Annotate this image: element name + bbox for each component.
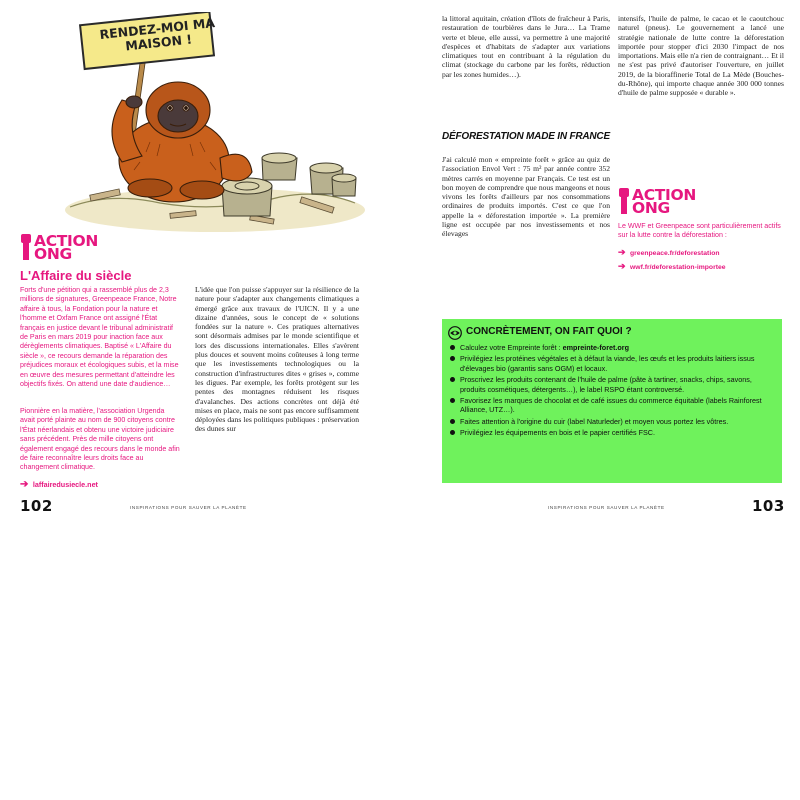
bullet-icon — [450, 430, 455, 435]
orangutan-drawing — [50, 12, 365, 234]
eye-icon — [448, 326, 462, 340]
bullet-icon — [450, 345, 455, 350]
section-heading: L'Affaire du siècle — [20, 268, 132, 283]
list-item: Faites attention à l'origine du cuir (label Naturleder) et moyen vous portez les vôtres. — [450, 417, 772, 426]
action-ong-badge-right — [618, 186, 708, 218]
running-head-right: INSPIRATIONS POUR SAUVER LA PLANÈTE — [548, 505, 665, 510]
list-item: Privilégiez les protéines végétales et à défaut la viande, les œufs et les produits laitiers issus d'élevages bio (garantis sans OGM) et locaux. — [450, 354, 772, 373]
box-title: CONCRÈTEMENT, ON FAIT QUOI ? — [466, 326, 632, 337]
affaire-link-text: laffairedusiecle.net — [32, 480, 98, 489]
arrow-right-icon: ➔ — [618, 261, 626, 271]
concretement-box — [442, 319, 782, 483]
page-number-left: 102 — [20, 497, 53, 515]
arrow-right-icon: ➔ — [618, 247, 626, 257]
list-item: Privilégiez les équipements en bois et le papier certifiés FSC. — [450, 428, 772, 437]
list-item: Calculez votre Empreinte forêt : empreinte-foret.org — [450, 343, 772, 352]
running-head-left: INSPIRATIONS POUR SAUVER LA PLANÈTE — [130, 505, 247, 510]
left-body-text: L'idée que l'on puisse s'appuyer sur la résilience de la nature pour s'adapter aux changements climatiques a émergé grâce aux travaux de l'UICN. Il y a une dizaine d'années, sous le concept de « solutions fondées sur la nature ». Ces pratiques alternatives sont désormais admises par le monde scientifique et lors des discussions internationales. Elles s'avèrent plus douces et souvent moins coûteuses à long terme que les investissements technologiques ou la construction d'infrastructures dites « grises », comme les digues. Par exemple, les forêts protègent sur les pentes des montagnes réduisent les risques d'avalanches. Des actions concrètes ont déjà été mises en place, mais ne sont pas encore suffisamment déployées dans les politiques publiques : préservation des dunes sur — [195, 285, 359, 434]
bullet-icon — [450, 419, 455, 424]
bullet-icon — [450, 356, 455, 361]
greenpeace-link-text: greenpeace.fr/deforestation — [630, 250, 720, 257]
right-col1-bottom: J'ai calculé mon « empreinte forêt » grâce au quiz de l'association Envol Vert : 75 m² par année contre 352 mètres carrés en moyenne par Français. Ce test est un bon moyen de comprendre que nous mangeons et nous vivons les forêts d'ailleurs par nos consommations ordinaires de produits importés. C'est ce que l'on appelle la « déforestation importée ». La première ligne est occupée par nos investissements et nos élevages — [442, 155, 610, 239]
ong-description: Le WWF et Greenpeace sont particulièrement actifs sur la lutte contre la déforestation : — [618, 222, 781, 240]
action-list — [450, 343, 772, 440]
bullet-icon — [450, 398, 455, 403]
deforestation-subheading: DÉFORESTATION MADE IN FRANCE — [442, 131, 610, 142]
raised-fist-icon — [618, 188, 630, 214]
action-label: ACTION — [34, 232, 99, 250]
wwf-link-text: wwf.fr/deforestation-importee — [630, 264, 726, 271]
right-col1-top: la littoral aquitain, création d'îlots de fraîcheur à Paris, restauration de tourbières dans le Jura… La Trame verte et bleue, elle aussi, va permettre à une majorité d'espèces et d'habitats de s'adapter aux variations climatiques tout en contribuant à la régulation du climat (stockage du carbone par les forêts, réduction par les zones humides…). — [442, 14, 610, 79]
raised-fist-icon — [20, 234, 32, 260]
page-number-right: 103 — [752, 497, 785, 515]
sign-text: RENDEZ-MOI MA MAISON ! — [98, 15, 216, 54]
list-item: Favorisez les marques de chocolat et de café issues du commerce équitable (labels Rainforest Alliance, UTZ…). — [450, 396, 772, 415]
wwf-link[interactable] — [618, 256, 726, 274]
ong-label: ONG — [34, 245, 72, 263]
list-item: Proscrivez les produits contenant de l'huile de palme (pâte à tartiner, snacks, chips, savons, produits cosmétiques, détergents…), le label RSPO étant controversé. — [450, 375, 772, 394]
bullet-icon — [450, 377, 455, 382]
action-ong-badge — [20, 232, 110, 264]
pink-paragraph-1: Forts d'une pétition qui a rassemblé plus de 2,3 millions de signatures, Greenpeace France, Notre affaire à tous, la Fondation pour la nature et l'homme et Oxfam France ont assigné l'État français en justice devant le tribunal administratif de Paris en mars 2019 pour inaction face aux dérèglements climatiques. Baptisé « L'Affaire du siècle », ce recours demande la réparation des préjudices moraux et écologiques subis, et la mise en œuvre des mesures permettant d'atteindre les objectifs fixés. On attend une date d'audience… — [20, 286, 179, 389]
orangutan-illustration — [50, 12, 365, 234]
affaire-link[interactable] — [20, 474, 98, 490]
ong-label: ONG — [632, 199, 670, 217]
pink-paragraph-2: Pionnière en la matière, l'association Urgenda avait porté plainte au nom de 900 citoyens contre l'État néerlandais et obtenu une victoire judiciaire sans précédent. Près de mille citoyens ont également engagé des recours dans le monde afin de faire reconnaître leurs droits face au changement climatique. — [20, 407, 180, 472]
arrow-right-icon: ➔ — [20, 479, 29, 490]
action-label: ACTION — [632, 186, 697, 204]
right-col2-top: intensifs, l'huile de palme, le cacao et le caoutchouc naturel (pneus). Le gouvernement a lancé une stratégie nationale de lutte contre la déforestation importée pour stopper d'ici 2030 l'impact de nos importations. Mais elle n'a rien de contraignant… Et il ne s'est pas privé d'autoriser l'ouverture, en juillet 2019, de la bioraffinerie Total de La Mède (Bouches-du-Rhône), qui importe chaque année 300 000 tonnes d'huile de palme supposée « durable ». — [618, 14, 784, 98]
